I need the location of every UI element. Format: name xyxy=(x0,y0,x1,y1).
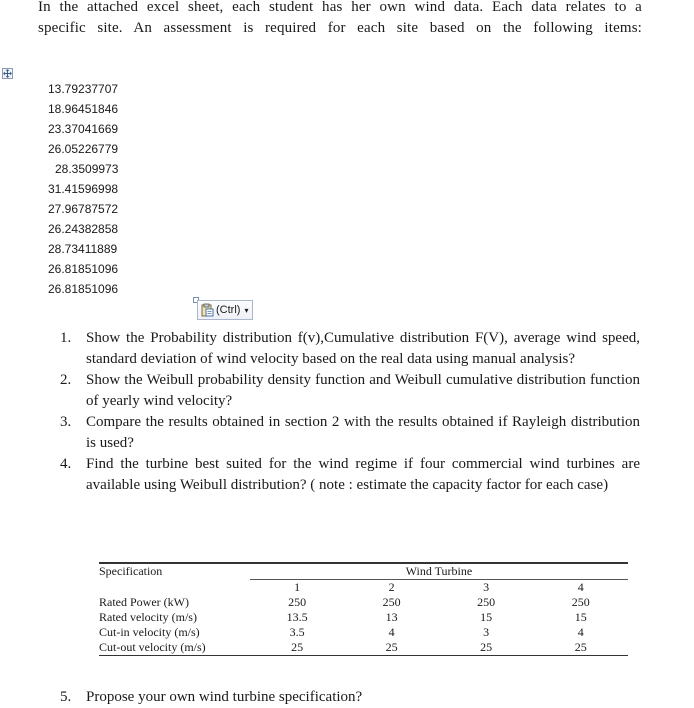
cell-value: 13.5 xyxy=(286,610,308,624)
task-list xyxy=(60,328,640,496)
task-item-5 xyxy=(60,687,362,708)
spec-header: Specification xyxy=(99,564,163,578)
intro-paragraph xyxy=(38,0,642,39)
cell-value: 15 xyxy=(480,610,493,624)
wind-data-value: 27.96787572 xyxy=(48,202,119,216)
paste-options-label: (Ctrl) xyxy=(216,304,241,316)
intro-line-1: In the attached excel sheet, each student has her own wind data. Each data relates to a xyxy=(38,0,642,15)
task-text: Show the Probability distribution f(v),Cumulative distribution F(V), average wind speed, standard deviation of wind velocity based on the real data using manual analysis? xyxy=(86,330,640,367)
wind-data-value: 26.81851096 xyxy=(48,262,119,276)
wind-data-value: 28.73411889 xyxy=(48,242,118,256)
cell-value: 250 xyxy=(477,595,496,609)
row-label: Cut-in velocity (m/s) xyxy=(99,625,200,639)
wind-data-value: 18.96451846 xyxy=(48,102,119,116)
table-move-handle-icon[interactable] xyxy=(2,68,13,79)
cell-value: 25 xyxy=(344,640,439,656)
cell-value: 25 xyxy=(533,640,628,656)
table-row xyxy=(99,625,628,640)
wind-data-value: 31.41596998 xyxy=(48,182,119,196)
paste-options-button[interactable] xyxy=(197,300,253,320)
cell-value: 4 xyxy=(388,625,395,639)
task-number: 5. xyxy=(60,689,72,705)
table-row xyxy=(99,640,628,656)
table-row xyxy=(99,595,628,610)
clipboard-icon xyxy=(200,303,214,317)
cell-value: 250 xyxy=(571,595,590,609)
cell-value: 25 xyxy=(439,640,534,656)
cell-value: 4 xyxy=(577,625,584,639)
cell-value: 25 xyxy=(250,640,345,656)
task-text: Find the turbine best suited for the wind regime if four commercial wind turbines are available using Weibull distribution? ( note : estimate the capacity factor for each case) xyxy=(86,456,640,493)
cell-value: 3.5 xyxy=(289,625,305,639)
task-item xyxy=(60,370,640,412)
turbine-number: 3 xyxy=(483,580,490,594)
turbine-spec-table xyxy=(99,562,628,656)
cell-value: 15 xyxy=(574,610,587,624)
wind-data-value: 26.24382858 xyxy=(48,222,119,236)
task-text: Compare the results obtained in section 2 with the results obtained if Rayleigh distribution is used? xyxy=(86,414,640,451)
turbine-number: 2 xyxy=(388,580,395,594)
row-label: Rated Power (kW) xyxy=(99,595,189,609)
task-item xyxy=(60,412,640,454)
task-text: Show the Weibull probability density function and Weibull cumulative distribution function of yearly wind velocity? xyxy=(86,372,640,409)
task-number: 2. xyxy=(60,372,72,388)
task-text: Propose your own wind turbine specification? xyxy=(86,689,363,705)
turbine-number: 4 xyxy=(577,580,584,594)
task-item xyxy=(60,328,640,370)
cell-value: 250 xyxy=(288,595,307,609)
cell-value: 250 xyxy=(382,595,401,609)
wind-data-value: 23.37041669 xyxy=(48,122,119,136)
wind-data-value: 13.79237707 xyxy=(48,82,119,96)
task-number: 4. xyxy=(60,456,72,472)
table-row xyxy=(99,610,628,625)
intro-line-2: specific site. An assessment is required for each site based on the following items: xyxy=(38,20,642,36)
task-number: 3. xyxy=(60,414,72,430)
row-label: Rated velocity (m/s) xyxy=(99,610,197,624)
task-number: 1. xyxy=(60,330,72,346)
turbine-number: 1 xyxy=(294,580,301,594)
wind-turbine-header: Wind Turbine xyxy=(250,563,628,580)
wind-data-value: 26.05226779 xyxy=(48,142,119,156)
wind-data-list xyxy=(48,79,118,299)
wind-data-value: 28.3509973 xyxy=(55,162,119,176)
task-item xyxy=(60,454,640,496)
cell-value: 3 xyxy=(483,625,490,639)
chevron-down-icon: ▾ xyxy=(244,305,249,315)
row-label: Cut-out velocity (m/s) xyxy=(99,640,250,656)
cell-value: 13 xyxy=(385,610,398,624)
wind-data-value: 26.81851096 xyxy=(48,282,119,296)
